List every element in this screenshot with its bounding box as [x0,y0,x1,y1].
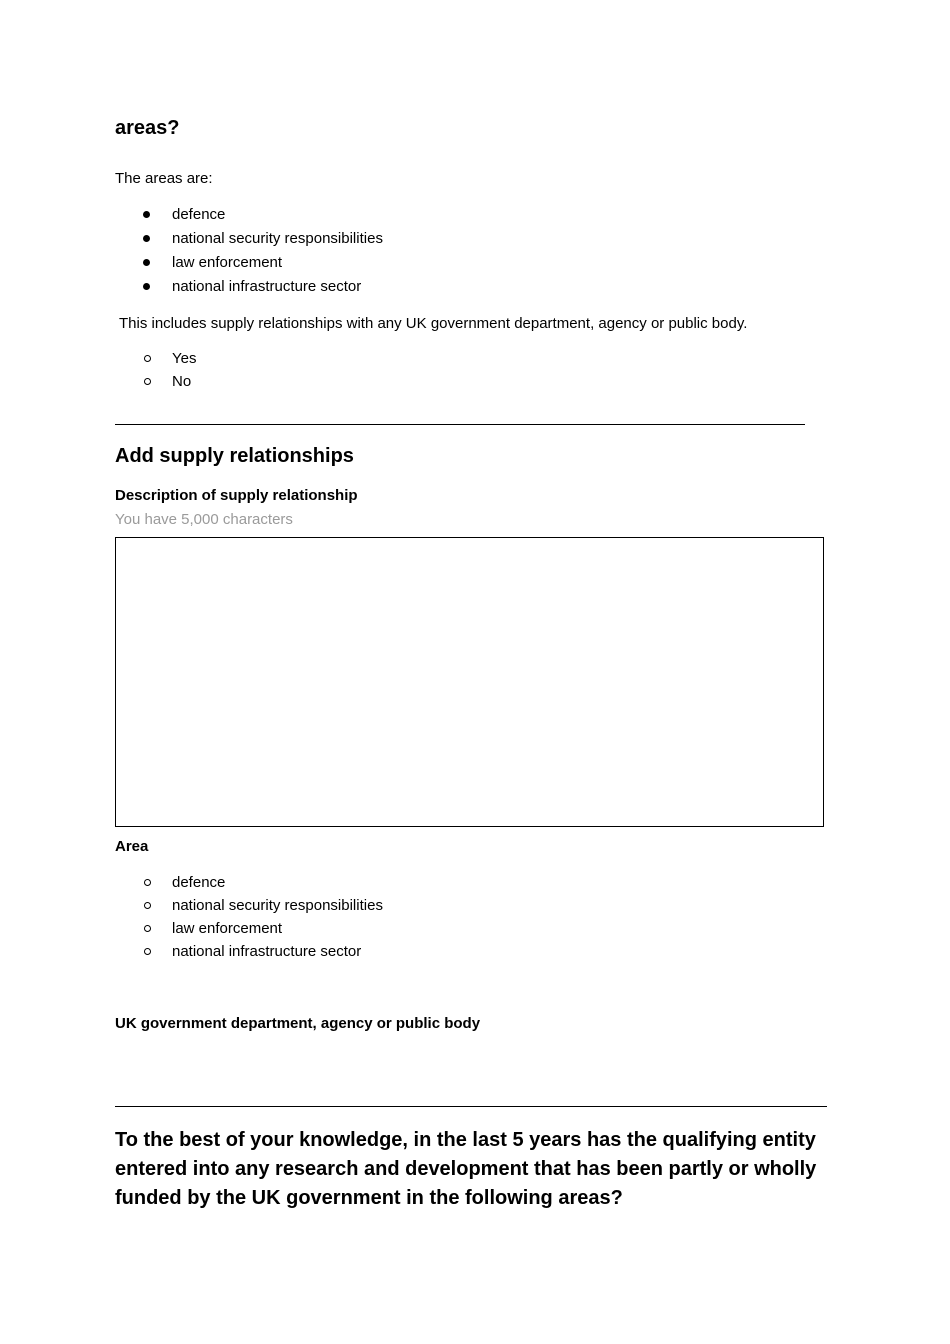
area-radio-group [143,874,383,966]
radio-option-national-security[interactable]: national security responsibilities [143,897,383,920]
radio-option-national-infrastructure[interactable]: national infrastructure sector [143,943,383,966]
radio-circle-icon[interactable] [144,948,151,955]
section-title: Add supply relationships [115,445,354,467]
radio-option-defence[interactable]: defence [143,874,383,897]
list-item: national infrastructure sector [143,278,383,302]
description-textarea[interactable] [115,537,824,827]
question-heading-continued: areas? [115,117,180,139]
bullet-icon [143,235,150,242]
radio-option-no[interactable]: No [143,373,196,396]
description-label: Description of supply relationship [115,487,358,504]
radio-circle-icon[interactable] [144,378,151,385]
radio-circle-icon[interactable] [144,902,151,909]
divider [115,424,805,425]
radio-option-yes[interactable]: Yes [143,350,196,373]
yes-no-radio-group [143,350,196,396]
radio-circle-icon[interactable] [144,355,151,362]
areas-bullet-list [143,206,383,302]
radio-option-law-enforcement[interactable]: law enforcement [143,920,383,943]
list-item: law enforcement [143,254,383,278]
divider [115,1106,827,1107]
bullet-icon [143,283,150,290]
includes-note: This includes supply relationships with any UK government department, agency or public body. [119,315,748,332]
list-item: defence [143,206,383,230]
radio-circle-icon[interactable] [144,925,151,932]
bullet-icon [143,259,150,266]
gov-body-label: UK government department, agency or public body [115,1015,481,1032]
bullet-icon [143,211,150,218]
research-question-heading: To the best of your knowledge, in the last 5 years has the qualifying entity entered into any research and development that has been partly or wholly funded by the UK government in the following areas? [115,1129,817,1209]
area-label: Area [115,838,149,855]
character-limit-hint: You have 5,000 characters [115,511,293,528]
radio-circle-icon[interactable] [144,879,151,886]
list-item: national security responsibilities [143,230,383,254]
areas-intro-text: The areas are: [115,170,213,187]
